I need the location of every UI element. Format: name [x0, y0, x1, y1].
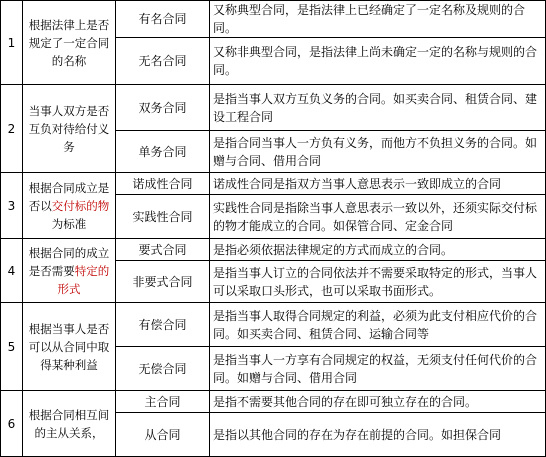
table-row — [1, 303, 546, 347]
table-row — [1, 239, 546, 261]
contract-type: 双务合同 — [116, 85, 210, 131]
row-number: 6 — [1, 391, 23, 457]
contract-definition: 实践性合同是指除当事人意思表示一致以外，还须实际交付标的物才能成立的合同。如保管合同、定金合同 — [210, 195, 546, 239]
row-number: 5 — [1, 303, 23, 391]
contract-type: 单务合同 — [116, 131, 210, 173]
contract-type: 诺成性合同 — [116, 173, 210, 195]
contract-type: 要式合同 — [116, 239, 210, 261]
contract-type: 有名合同 — [116, 1, 210, 38]
contract-type: 无名合同 — [116, 38, 210, 85]
contract-type: 有偿合同 — [116, 303, 210, 347]
contract-type: 实践性合同 — [116, 195, 210, 239]
contract-type: 从合同 — [116, 413, 210, 457]
contract-definition: 诺成性合同是指双方当事人意思表示一致即成立的合同 — [210, 173, 546, 195]
table-row — [1, 85, 546, 131]
contract-definition: 是指当事人订立的合同依法并不需要采取特定的形式，当事人可以采取口头形式，也可以采取书面形式。 — [210, 261, 546, 303]
contract-definition: 是指以其他合同的存在为存在前提的合同。如担保合同 — [210, 413, 546, 457]
contract-definition: 是指当事人取得合同规定的利益，必须为此支付相应代价的合同。如买卖合同、租赁合同、运输合同等 — [210, 303, 546, 347]
contract-definition: 是指必须依据法律规定的方式而成立的合同。 — [210, 239, 546, 261]
table-row — [1, 391, 546, 413]
table-row — [1, 1, 546, 38]
criterion-highlight: 交付标的物 — [51, 198, 110, 213]
classification-criterion: 根据法律上是否规定了一定合同的名称 — [23, 1, 116, 85]
table-row — [1, 173, 546, 195]
contract-type: 无偿合同 — [116, 347, 210, 391]
row-number: 3 — [1, 173, 23, 239]
classification-criterion — [23, 173, 116, 239]
contract-definition: 是指不需要其他合同的存在即可独立存在的合同。 — [210, 391, 546, 413]
row-number: 1 — [1, 1, 23, 85]
criterion-text: 为标准 — [51, 216, 87, 231]
classification-criterion: 根据合同相互间的主从关系， — [23, 391, 116, 457]
classification-criterion: 当事人双方是否互负对待给付义务 — [23, 85, 116, 173]
contract-type: 主合同 — [116, 391, 210, 413]
classification-criterion — [23, 239, 116, 303]
row-number: 4 — [1, 239, 23, 303]
contract-definition: 又称非典型合同，是指法律上尚未确定一定的名称与规则的合同。 — [210, 38, 546, 85]
contract-definition: 是指合同当事人一方负有义务，而他方不负担义务的合同。如赠与合同、借用合同 — [210, 131, 546, 173]
contract-type: 非要式合同 — [116, 261, 210, 303]
row-number: 2 — [1, 85, 23, 173]
contract-definition: 又称典型合同，是指法律上已经确定了一定名称及规则的合同。 — [210, 1, 546, 38]
contract-definition: 是指当事人一方享有合同规定的权益，无须支付任何代价的合同。如赠与合同、借用合同 — [210, 347, 546, 391]
criterion-text: 根据合同成立是否以 — [28, 180, 110, 213]
contract-definition: 是指当事人双方互负义务的合同。如买卖合同、租赁合同、建设工程合同 — [210, 85, 546, 131]
classification-criterion: 根据当事人是否可以从合同中取得某种利益 — [23, 303, 116, 391]
criterion-text: 根据合同的成立是否需要 — [28, 245, 110, 278]
criterion-highlight: 特定的形式 — [57, 263, 110, 296]
